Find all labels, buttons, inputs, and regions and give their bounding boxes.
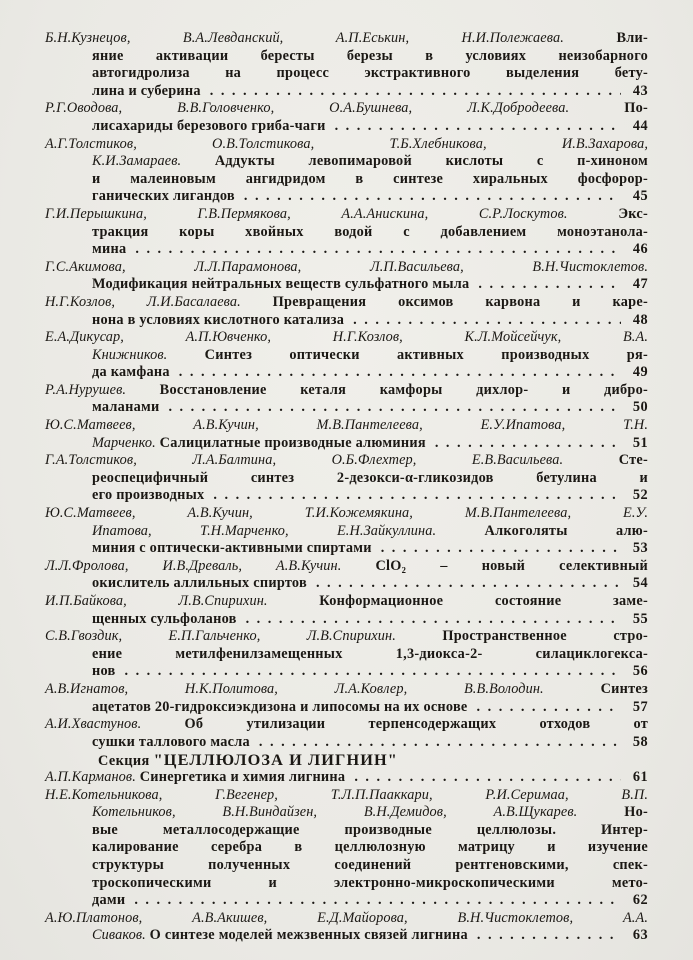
page-number: 61 (632, 768, 648, 785)
title-text: Об утилизации терпенсодержащих отходов от (141, 716, 648, 733)
toc-line (45, 822, 648, 840)
toc-line-text (92, 663, 116, 681)
toc-line-text (45, 382, 648, 398)
authors-text: Ю.С.Матвеев, А.В.Кучин, Т.И.Кожемякина, М.В.Пантелеева, Е.У. (45, 505, 648, 522)
page-number: 63 (632, 927, 648, 944)
toc-line-text (92, 857, 648, 873)
title-text: По- (569, 100, 648, 117)
toc-line (45, 188, 648, 206)
toc-entry (45, 787, 648, 910)
dot-leader (204, 487, 620, 505)
toc-line-text (45, 136, 648, 152)
dot-leader (235, 188, 621, 206)
toc-line (45, 716, 648, 734)
toc-line-text (92, 734, 250, 752)
authors-text: А.В.Игнатов, Н.К.Политова, Л.А.Ковлер, В.В.Володин. (45, 680, 544, 697)
toc-line-text (92, 699, 468, 717)
toc-entry (45, 206, 648, 259)
section-prefix-label: Секция (98, 753, 154, 770)
toc-line-text (92, 312, 344, 330)
toc-line-text (92, 153, 648, 169)
authors-text: Марченко. (92, 434, 156, 451)
authors-text: С.В.Гвоздик, Е.П.Гальченко, Л.В.Спирихин. (45, 628, 396, 645)
toc-line-text (45, 716, 648, 732)
title-text: нов (92, 663, 116, 680)
toc-line-text (92, 927, 468, 945)
title-text: миния с оптически-активными спиртами (92, 540, 372, 557)
toc-entry (45, 452, 648, 505)
toc-line (45, 312, 648, 330)
authors-text: Л.Л.Фролова, И.В.Древаль, А.В.Кучин. (45, 557, 342, 574)
dot-leader (126, 241, 621, 259)
toc-line (45, 435, 648, 453)
dot-leader (326, 118, 621, 136)
toc-entry (45, 628, 648, 681)
dot-leader (468, 699, 621, 717)
dot-leader (469, 276, 620, 294)
section-heading (45, 751, 648, 769)
title-text: окислитель аллильных спиртов (92, 575, 307, 592)
title-text: Конформационное состояние заме- (267, 593, 649, 609)
toc-entry (45, 681, 648, 716)
title-text: мина (92, 241, 127, 258)
toc-line (45, 171, 648, 189)
toc-line-text (45, 558, 648, 574)
page-number: 62 (632, 892, 648, 909)
title-text: щенных сульфоланов (92, 610, 237, 627)
dot-leader (307, 575, 621, 593)
authors-text: К.И.Замараев. (92, 153, 182, 170)
section-title-label: "ЦЕЛЛЮЛОЗА И ЛИГНИН" (153, 750, 398, 770)
page-number: 55 (632, 610, 648, 627)
toc-line-text (92, 118, 326, 136)
authors-text: Н.Е.Котельникова, Г.Вегенер, Т.Л.П.Пааккари, Р.И.Серимаа, В.П. (45, 786, 648, 803)
toc-entry (45, 30, 648, 100)
title-text: Но- (577, 804, 648, 821)
authors-text: Е.А.Дикусар, А.П.Ювченко, Н.Г.Козлов, К.Л.Мойсейчук, В.А. (45, 329, 648, 346)
toc-line (45, 470, 648, 488)
title-text: Модификация нейтральных веществ сульфатного мыла (92, 276, 470, 293)
page-number: 51 (632, 434, 648, 451)
title-text: дами (92, 892, 126, 909)
title-text: Аддукты левопимаровой кислоты с п-хиноном (181, 153, 648, 170)
title-text: Алкоголяты алю- (436, 522, 648, 539)
toc-line (45, 276, 648, 294)
toc-line (45, 364, 648, 382)
toc-line (45, 153, 648, 171)
toc-line (45, 487, 648, 505)
toc-line (45, 910, 648, 928)
title-text: Пространственное стро- (395, 628, 648, 645)
toc-line-text (92, 241, 126, 259)
toc-line-text (92, 804, 648, 820)
toc-line-text (92, 875, 648, 891)
toc-line (45, 118, 648, 136)
toc-entry (45, 417, 648, 452)
toc-line (45, 259, 648, 277)
title-text: Вли- (563, 30, 648, 46)
dot-leader (426, 435, 621, 453)
toc-line-text (45, 100, 648, 116)
toc-line-text (45, 593, 648, 609)
page-number: 54 (632, 575, 648, 592)
authors-text: Г.И.Перышкина, Г.В.Пермякова, А.А.Анискина, С.Р.Лоскутов. (45, 205, 568, 222)
toc-entry (45, 329, 648, 382)
toc-line-text (92, 276, 469, 294)
toc-line-text (92, 65, 648, 81)
page-number: 43 (632, 82, 648, 99)
toc-line-text (45, 417, 648, 433)
toc-line (45, 575, 648, 593)
toc-line-text (92, 611, 237, 629)
title-text: структуры полученных соединений рентгеновскими, спек- (92, 856, 648, 873)
toc-line (45, 769, 648, 787)
toc-line-text (92, 487, 204, 505)
toc-line (45, 382, 648, 400)
toc-line-text (45, 259, 648, 275)
authors-text: Р.А.Нурушев. (45, 381, 127, 398)
toc-line (45, 417, 648, 435)
title-text: нона в условиях кислотного катализа (92, 311, 345, 328)
title-text: ацетатов 20-гидроксиэкдизона и липосомы на их основе (92, 698, 468, 715)
toc-entry (45, 910, 648, 945)
title-text: его производных (92, 487, 205, 504)
toc-line (45, 857, 648, 875)
toc-line-text (92, 892, 125, 910)
dot-leader (344, 312, 621, 330)
dot-leader (159, 399, 620, 417)
authors-text: Р.Г.Оводова, В.В.Головченко, О.А.Бушнева, Л.К.Добродеева. (45, 100, 570, 117)
authors-text: Книжников. (92, 346, 168, 363)
toc-line-text (45, 329, 648, 345)
toc-line-text (92, 839, 648, 855)
dot-leader (125, 892, 621, 910)
title-text: ClO₂ – новый селективный (341, 557, 648, 574)
toc-line (45, 241, 648, 259)
page-number: 57 (632, 698, 648, 715)
dot-leader (170, 364, 621, 382)
toc-line-text (45, 769, 345, 787)
title-text: О синтезе моделей межзвенных связей лигнина (145, 927, 468, 944)
title-text: Восстановление кеталя камфоры дихлор- и дибро- (126, 381, 648, 398)
toc-line (45, 294, 648, 312)
toc-line (45, 452, 648, 470)
toc-line-text (92, 399, 159, 417)
toc-entry (45, 136, 648, 206)
dot-leader (345, 769, 621, 787)
toc-line-text (92, 171, 648, 187)
toc-line-text (45, 294, 648, 310)
toc-line (45, 875, 648, 893)
dot-leader (372, 540, 621, 558)
page-number: 46 (632, 241, 648, 258)
title-text: ганических лигандов (92, 188, 235, 205)
page-number: 48 (632, 311, 648, 328)
authors-text: Котельников, В.Н.Виндайзен, В.Н.Демидов, А.В.Щукарев. (92, 804, 578, 821)
toc-line (45, 30, 648, 48)
toc-line (45, 628, 648, 646)
toc-line-text (92, 48, 648, 64)
toc-line (45, 734, 648, 752)
title-text: Сте- (563, 452, 649, 469)
toc-line-text (45, 452, 648, 468)
toc-line (45, 347, 648, 365)
toc-line (45, 681, 648, 699)
toc-line (45, 329, 648, 347)
toc-line-text (45, 206, 648, 222)
toc-line-text (92, 822, 648, 838)
title-text: Синтез оптически активных производных ря- (167, 346, 648, 363)
toc-line (45, 48, 648, 66)
toc-line (45, 399, 648, 417)
toc-entry (45, 769, 648, 787)
toc-entry (45, 558, 648, 593)
authors-text: Ипатова, Т.Н.Марченко, Е.Н.Зайкуллина. (92, 522, 437, 539)
title-text: и малеиновым ангидридом в синтезе хиральных фосфорор- (92, 170, 648, 187)
authors-text: А.И.Хвастунов. (45, 716, 142, 733)
title-text: лисахариды березового гриба-чаги (92, 117, 326, 134)
dot-leader (468, 927, 621, 945)
title-text: Синергетика и химия лигнина (135, 768, 346, 785)
dot-leader (116, 663, 621, 681)
toc-line-text (45, 628, 648, 644)
toc-line-text (92, 540, 372, 558)
toc-line (45, 83, 648, 101)
toc-line-text (92, 188, 235, 206)
page-number: 53 (632, 540, 648, 557)
toc-line (45, 804, 648, 822)
toc-line (45, 892, 648, 910)
title-text: ение метилфенилзамещенных 1,3-диокса-2- силациклогекса- (92, 645, 648, 662)
title-text: сушки таллового масла (92, 733, 250, 750)
toc-entry (45, 259, 648, 294)
authors-text: Ю.С.Матвеев, А.В.Кучин, М.В.Пантелеева, Е.У.Ипатова, Т.Н. (45, 417, 648, 434)
title-text: яние активации бересты березы в условиях неизобарного (92, 47, 648, 64)
toc-line (45, 611, 648, 629)
title-text: вые металлосодержащие производные целлюлозы. Интер- (92, 821, 648, 838)
toc-line (45, 593, 648, 611)
dot-leader (201, 83, 621, 101)
title-text: Синтез (543, 680, 648, 697)
toc-entry (45, 294, 648, 329)
authors-text: И.П.Байкова, Л.В.Спирихин. (45, 593, 268, 609)
title-text: да камфана (92, 364, 170, 381)
toc-line (45, 523, 648, 541)
toc-line (45, 646, 648, 664)
page-number: 58 (632, 733, 648, 750)
toc-line-text (92, 575, 307, 593)
toc-line-text (45, 910, 648, 926)
authors-text: А.Г.Толстиков, О.В.Толстикова, Т.Б.Хлебникова, И.В.Захарова, (45, 135, 648, 152)
toc-line (45, 100, 648, 118)
dot-leader (250, 734, 621, 752)
toc-line (45, 540, 648, 558)
authors-text: Н.Г.Козлов, Л.И.Басалаева. (45, 293, 241, 310)
authors-text: Г.А.Толстиков, Л.А.Балтина, О.Б.Флехтер, Е.В.Васильева. (45, 452, 564, 469)
toc-line-text (92, 224, 648, 240)
dot-leader (237, 611, 621, 629)
toc-line-text (92, 83, 201, 101)
authors-text: Г.С.Акимова, Л.Л.Парамонова, Л.П.Васильева, В.Н.Чистоклетов. (45, 258, 648, 275)
toc-line (45, 927, 648, 945)
page-number: 56 (632, 663, 648, 680)
toc-list (45, 30, 648, 945)
toc-line (45, 65, 648, 83)
title-text: Превращения оксимов карвона и каре- (240, 293, 648, 310)
toc-line (45, 206, 648, 224)
toc-line-text (92, 646, 648, 662)
toc-line-text (45, 681, 648, 697)
toc-entry (45, 505, 648, 558)
toc-line (45, 839, 648, 857)
toc-line-text (45, 787, 648, 803)
toc-line (45, 699, 648, 717)
page-number: 47 (632, 276, 648, 293)
authors-text: Сиваков. (92, 927, 146, 944)
toc-line (45, 505, 648, 523)
title-text: маланами (92, 399, 160, 416)
title-text: реоспецифичный синтез 2-дезокси-α-гликозидов бетулина и (92, 469, 648, 486)
toc-line (45, 787, 648, 805)
toc-line (45, 136, 648, 154)
toc-line-text (92, 435, 426, 453)
page-number: 49 (632, 364, 648, 381)
page-number: 50 (632, 399, 648, 416)
toc-entry (45, 716, 648, 751)
toc-line-text (92, 347, 648, 363)
toc-entry (45, 593, 648, 628)
toc-line-text (92, 470, 648, 486)
authors-text: А.П.Карманов. (45, 768, 136, 785)
page-number: 45 (632, 188, 648, 205)
toc-line (45, 558, 648, 576)
title-text: автогидролиза на процесс экстрактивного выделения бету- (92, 65, 648, 82)
page-number: 52 (632, 487, 648, 504)
authors-text: А.Ю.Платонов, А.В.Акишев, Е.Д.Майорова, В.Н.Чистоклетов, А.А. (45, 909, 648, 926)
title-text: Экс- (567, 205, 649, 222)
page-number: 44 (632, 117, 648, 134)
title-text: калирование серебра в целлюлозную матрицу и изучение (92, 839, 648, 856)
authors-text: Б.Н.Кузнецов, В.А.Левданский, А.П.Еськин, Н.И.Полежаева. (45, 30, 564, 46)
toc-line-text (92, 523, 648, 539)
toc-line-text (45, 30, 648, 46)
toc-entry (45, 382, 648, 417)
title-text: троскопическими и электронно-микроскопическими мето- (92, 874, 648, 891)
toc-entry (45, 100, 648, 135)
toc-line-text (92, 364, 170, 382)
title-text: Салицилатные производные алюминия (155, 434, 426, 451)
title-text: тракция коры хвойных водой с добавлением моноэтанола- (92, 223, 648, 240)
toc-line (45, 224, 648, 242)
toc-line (45, 663, 648, 681)
title-text: лина и суберина (92, 82, 201, 99)
toc-line-text (45, 505, 648, 521)
